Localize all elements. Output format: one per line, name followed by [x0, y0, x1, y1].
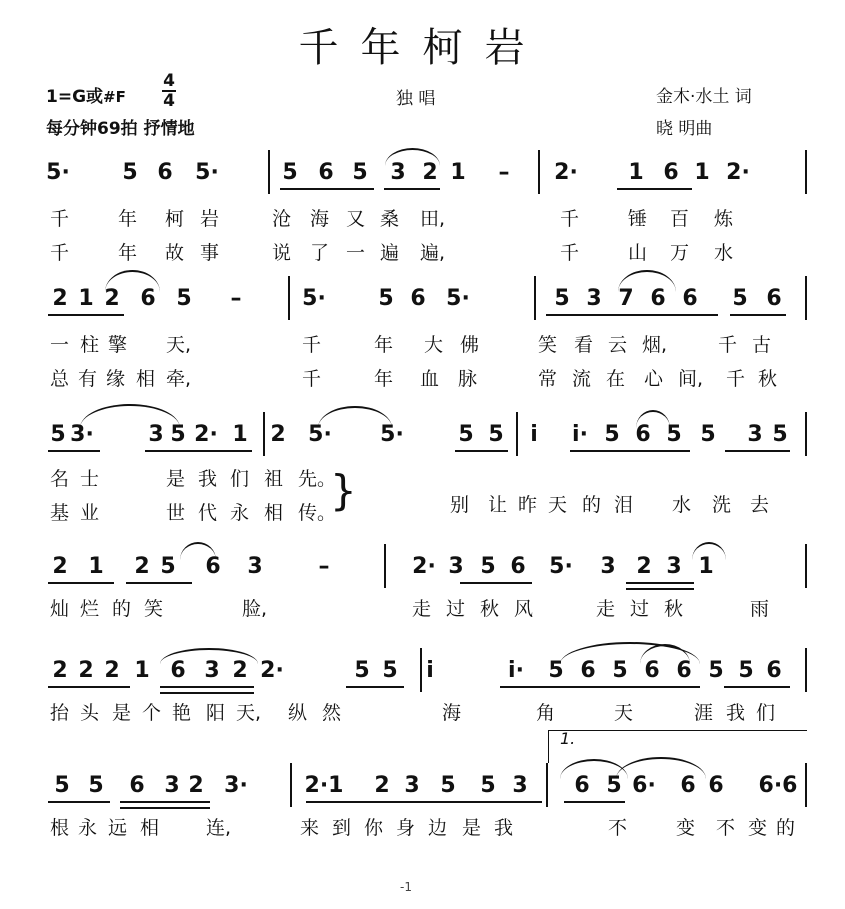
- beam-underline: [646, 188, 692, 190]
- jianpu-note: 2·: [726, 160, 750, 185]
- lyric-verse1: 我: [726, 702, 746, 724]
- slur: [692, 542, 726, 560]
- barline: [805, 276, 807, 320]
- jianpu-note: 3·: [70, 422, 94, 447]
- jianpu-note: 3: [747, 422, 763, 447]
- lyric-verse2: 了: [310, 242, 330, 264]
- lyric-verse1: 桑: [380, 208, 400, 230]
- lyric-verse1: 永: [78, 817, 98, 839]
- lyric-verse1: 烟,: [642, 334, 668, 356]
- jianpu-note: 5·: [549, 554, 573, 579]
- jianpu-note: 5: [378, 286, 394, 311]
- lyric-refrain: 洗: [712, 494, 732, 516]
- jianpu-note: 2·: [194, 422, 218, 447]
- jianpu-note: 6: [635, 422, 651, 447]
- lyric-verse2: 传。: [298, 502, 337, 524]
- barline: [290, 763, 292, 807]
- jianpu-note: i: [530, 422, 538, 447]
- jianpu-note: 5: [700, 422, 716, 447]
- jianpu-note: 6: [510, 554, 526, 579]
- lyric-verse1: 风: [514, 598, 534, 620]
- lyric-verse1: 脸,: [242, 598, 268, 620]
- lyric-verse1: 百: [670, 208, 690, 230]
- lyric-verse1: 来: [300, 817, 320, 839]
- slur: [636, 410, 670, 428]
- key-signature: [46, 82, 126, 107]
- jianpu-note: 3: [600, 554, 616, 579]
- lyric-verse1: 不: [608, 817, 628, 839]
- slur: [180, 542, 216, 560]
- jianpu-note: 6: [318, 160, 334, 185]
- jianpu-note: 5: [604, 422, 620, 447]
- lyric-verse1: 锤: [628, 208, 648, 230]
- jianpu-note: 2·: [554, 160, 578, 185]
- jianpu-note: 3: [586, 286, 602, 311]
- jianpu-note: 2: [52, 554, 68, 579]
- lyric-verse2: 事: [200, 242, 220, 264]
- lyric-verse1: 笑: [538, 334, 558, 356]
- lyric-verse1: 笑: [144, 598, 164, 620]
- jianpu-note: 3: [390, 160, 406, 185]
- beam-underline: [280, 188, 374, 190]
- jianpu-note: 3: [512, 773, 528, 798]
- jianpu-note: 2: [52, 286, 68, 311]
- jianpu-note: 3: [164, 773, 180, 798]
- jianpu-note: 6: [708, 773, 724, 798]
- jianpu-note: 5: [666, 422, 682, 447]
- lyric-verse1: 远: [108, 817, 128, 839]
- lyric-verse1: 年: [118, 208, 138, 230]
- lyric-verse1: 大: [424, 334, 444, 356]
- jianpu-note: 1: [694, 160, 710, 185]
- jianpu-note: 5: [382, 658, 398, 683]
- jianpu-note: 1: [78, 286, 94, 311]
- page-title: 千年柯岩: [298, 25, 547, 71]
- lyric-verse1: 变: [676, 817, 696, 839]
- lyric-refrain: 昨: [518, 494, 538, 516]
- lyric-verse2: 代: [198, 502, 218, 524]
- jianpu-note: 6: [650, 286, 666, 311]
- lyric-verse1: 连,: [206, 817, 232, 839]
- barline: [805, 763, 807, 807]
- page-number: -1: [400, 880, 412, 894]
- jianpu-note: 6: [644, 658, 660, 683]
- beam-underline: [48, 686, 130, 688]
- lyric-verse1: 个: [142, 702, 162, 724]
- jianpu-note: 6: [682, 286, 698, 311]
- lyric-verse1: 过: [630, 598, 650, 620]
- lyric-verse1: 千: [560, 208, 580, 230]
- jianpu-note: 3: [247, 554, 263, 579]
- jianpu-note: i·: [572, 422, 588, 447]
- jianpu-note: 2: [232, 658, 248, 683]
- lyric-refrain: 天: [548, 494, 568, 516]
- lyric-verse1: 的: [776, 817, 796, 839]
- slur: [105, 270, 160, 292]
- jianpu-note: 5·: [446, 286, 470, 311]
- jianpu-note: 2: [134, 554, 150, 579]
- jianpu-note: 6: [205, 554, 221, 579]
- lyric-verse1: 身: [396, 817, 416, 839]
- lyric-verse1: 雨: [750, 598, 770, 620]
- lyric-verse2: 在: [606, 368, 626, 390]
- lyric-verse1: 是: [166, 468, 186, 490]
- beam-underline: [120, 801, 210, 803]
- jianpu-note: 3: [148, 422, 164, 447]
- beam-underline: [564, 801, 625, 803]
- lyric-verse2: 永: [230, 502, 250, 524]
- lyric-verse1: 年: [374, 334, 394, 356]
- lyric-refrain: 让: [488, 494, 508, 516]
- lyric-verse2: 万: [670, 242, 690, 264]
- lyric-verse2: 千: [560, 242, 580, 264]
- jianpu-note: 5: [54, 773, 70, 798]
- lyric-verse1: 先。: [298, 468, 337, 490]
- lyric-verse2: 世: [166, 502, 186, 524]
- beam-underline: [500, 686, 580, 688]
- barline: [534, 276, 536, 320]
- lyric-verse1: 一: [50, 334, 70, 356]
- lyric-verse1: 祖: [264, 468, 284, 490]
- lyric-verse1: 相: [140, 817, 160, 839]
- jianpu-note: 3: [204, 658, 220, 683]
- lyric-verse1: 边: [428, 817, 448, 839]
- jianpu-note: 1: [88, 554, 104, 579]
- jianpu-note: 5·: [308, 422, 332, 447]
- barline: [805, 648, 807, 692]
- jianpu-note: 5·: [302, 286, 326, 311]
- lyric-refrain: 去: [750, 494, 770, 516]
- jianpu-note: 6: [574, 773, 590, 798]
- jianpu-note: –: [230, 286, 242, 311]
- lyric-refrain: 的: [582, 494, 602, 516]
- key-label: 1=G或: [46, 87, 104, 107]
- lyric-verse1: 变: [748, 817, 768, 839]
- lyric-verse1: 云: [608, 334, 628, 356]
- lyric-verse1: 擎: [108, 334, 128, 356]
- beam-underline: [730, 314, 786, 316]
- lyric-verse2: 心: [644, 368, 664, 390]
- lyric-verse1: 秋: [664, 598, 684, 620]
- lyric-verse2: 千: [302, 368, 322, 390]
- lyric-verse2: 说: [272, 242, 292, 264]
- jianpu-note: 6: [676, 658, 692, 683]
- beam-underline: [384, 188, 440, 190]
- jianpu-note: 3·: [224, 773, 248, 798]
- jianpu-note: i·: [508, 658, 524, 683]
- beam-underline: [725, 450, 790, 452]
- lyric-verse2: 有: [78, 368, 98, 390]
- jianpu-note: 3: [404, 773, 420, 798]
- jianpu-note: 6: [680, 773, 696, 798]
- beam-underline: [120, 807, 210, 809]
- barline: [263, 412, 265, 456]
- jianpu-note: 2: [52, 658, 68, 683]
- lyric-verse1: 佛: [460, 334, 480, 356]
- lyric-verse2: 故: [165, 242, 185, 264]
- jianpu-note: 6·6: [758, 773, 798, 798]
- lyric-refrain: 泪: [614, 494, 634, 516]
- lyric-verse1: 又: [346, 208, 366, 230]
- jianpu-note: 5: [738, 658, 754, 683]
- jianpu-note: 2: [422, 160, 438, 185]
- lyric-verse1: 秋: [480, 598, 500, 620]
- lyric-verse1: 角: [536, 702, 556, 724]
- jianpu-note: 5: [122, 160, 138, 185]
- lyric-verse2: 山: [628, 242, 648, 264]
- jianpu-note: 5: [352, 160, 368, 185]
- jianpu-note: 5: [480, 554, 496, 579]
- lyric-verse2: 年: [374, 368, 394, 390]
- lyric-verse2: 相: [136, 368, 156, 390]
- jianpu-note: 3: [666, 554, 682, 579]
- jianpu-note: –: [318, 554, 330, 579]
- barline: [516, 412, 518, 456]
- jianpu-note: 2: [104, 658, 120, 683]
- lyric-verse2: 总: [50, 368, 70, 390]
- lyric-verse1: 走: [596, 598, 616, 620]
- time-bottom: 4: [163, 91, 175, 111]
- beam-underline: [626, 588, 694, 590]
- lyric-verse1: 头: [80, 702, 100, 724]
- jianpu-note: 7: [618, 286, 634, 311]
- barline: [805, 150, 807, 194]
- lyric-verse2: 业: [80, 502, 100, 524]
- jianpu-note: 5: [606, 773, 622, 798]
- lyric-verse2: 流: [572, 368, 592, 390]
- jianpu-note: 5: [708, 658, 724, 683]
- lyric-verse1: 纵: [288, 702, 308, 724]
- beam-underline: [626, 582, 694, 584]
- lyric-verse2: 间,: [678, 368, 704, 390]
- lyric-verse1: 千: [302, 334, 322, 356]
- jianpu-note: 1: [698, 554, 714, 579]
- beam-underline: [306, 801, 542, 803]
- jianpu-note: 5: [480, 773, 496, 798]
- beam-underline: [346, 686, 404, 688]
- lyric-verse1: 是: [112, 702, 132, 724]
- lyric-refrain: 水: [672, 494, 692, 516]
- jianpu-note: 2·: [412, 554, 436, 579]
- jianpu-note: 5: [88, 773, 104, 798]
- lyric-verse1: 是: [462, 817, 482, 839]
- slur: [160, 648, 258, 664]
- jianpu-note: 1: [628, 160, 644, 185]
- lyric-verse1: 沧: [272, 208, 292, 230]
- lyric-verse1: 过: [446, 598, 466, 620]
- lyric-verse1: 天,: [236, 702, 262, 724]
- lyric-verse1: 海: [442, 702, 462, 724]
- lyricist: 金木·水土 词: [656, 87, 752, 107]
- jianpu-note: 6·: [632, 773, 656, 798]
- lyric-verse2: 牵,: [166, 368, 192, 390]
- beam-underline: [48, 801, 110, 803]
- jianpu-note: 2: [636, 554, 652, 579]
- lyric-verse1: 柯: [165, 208, 185, 230]
- slur: [385, 148, 440, 166]
- lyric-verse2: 千: [726, 368, 746, 390]
- lyric-verse1: 走: [412, 598, 432, 620]
- beam-underline: [460, 582, 532, 584]
- beam-underline: [596, 450, 690, 452]
- jianpu-note: 5: [354, 658, 370, 683]
- lyric-verse1: 天,: [166, 334, 192, 356]
- lyric-verse1: 柱: [80, 334, 100, 356]
- performance-type: 独 唱: [396, 89, 436, 109]
- jianpu-note: 2: [374, 773, 390, 798]
- jianpu-note: 6: [663, 160, 679, 185]
- lyric-verse1: 天: [614, 702, 634, 724]
- lyric-verse1: 根: [50, 817, 70, 839]
- beam-underline: [580, 686, 700, 688]
- barline: [805, 544, 807, 588]
- jianpu-note: 5·: [195, 160, 219, 185]
- jianpu-note: 5: [554, 286, 570, 311]
- jianpu-note: 2·: [260, 658, 284, 683]
- lyric-verse2: 遍: [380, 242, 400, 264]
- lyric-verse1: 岩: [200, 208, 220, 230]
- time-top: 4: [163, 71, 175, 91]
- barline: [268, 150, 270, 194]
- beam-underline: [145, 450, 192, 452]
- jianpu-note: 5·: [380, 422, 404, 447]
- jianpu-note: i: [426, 658, 434, 683]
- lyric-verse1: 千: [50, 208, 70, 230]
- beam-underline: [546, 314, 718, 316]
- lyric-verse1: 灿: [50, 598, 70, 620]
- jianpu-note: 1: [450, 160, 466, 185]
- volta-label: 1.: [560, 729, 576, 748]
- lyric-verse1: 你: [364, 817, 384, 839]
- lyric-verse1: 我: [198, 468, 218, 490]
- brace-icon: }: [330, 466, 357, 515]
- jianpu-note: 5: [50, 422, 66, 447]
- jianpu-note: 5: [488, 422, 504, 447]
- beam-underline: [48, 314, 124, 316]
- lyric-verse1: 不: [716, 817, 736, 839]
- lyric-verse1: 士: [80, 468, 100, 490]
- lyric-verse1: 的: [112, 598, 132, 620]
- jianpu-note: –: [498, 160, 510, 185]
- time-signature: [162, 72, 176, 110]
- lyric-verse2: 常: [538, 368, 558, 390]
- beam-underline: [192, 450, 252, 452]
- jianpu-note: 6: [766, 286, 782, 311]
- beam-underline: [724, 686, 790, 688]
- beam-underline: [160, 686, 254, 688]
- lyric-verse1: 千: [718, 334, 738, 356]
- lyric-verse1: 到: [332, 817, 352, 839]
- lyric-verse1: 艳: [172, 702, 192, 724]
- slur: [618, 270, 676, 292]
- barline: [538, 150, 540, 194]
- jianpu-note: 2·1: [304, 773, 344, 798]
- jianpu-note: 6: [766, 658, 782, 683]
- lyric-verse2: 相: [264, 502, 284, 524]
- lyric-verse1: 看: [574, 334, 594, 356]
- jianpu-note: 1: [134, 658, 150, 683]
- lyric-verse1: 我: [494, 817, 514, 839]
- jianpu-note: 5: [772, 422, 788, 447]
- lyric-verse1: 然: [322, 702, 342, 724]
- beam-underline: [48, 582, 114, 584]
- jianpu-note: 5: [548, 658, 564, 683]
- jianpu-note: 2: [78, 658, 94, 683]
- lyric-verse1: 海: [310, 208, 330, 230]
- lyric-verse1: 古: [752, 334, 772, 356]
- lyric-verse2: 血: [420, 368, 440, 390]
- lyric-verse1: 涯: [694, 702, 714, 724]
- lyric-verse2: 水: [714, 242, 734, 264]
- lyric-verse2: 脉: [458, 368, 478, 390]
- jianpu-note: 5: [176, 286, 192, 311]
- lyric-verse1: 烂: [80, 598, 100, 620]
- barline: [384, 544, 386, 588]
- lyric-verse2: 一: [346, 242, 366, 264]
- beam-underline: [455, 450, 508, 452]
- lyric-verse1: 阳: [206, 702, 226, 724]
- beam-underline: [126, 582, 192, 584]
- jianpu-note: 5: [160, 554, 176, 579]
- lyric-verse2: 千: [50, 242, 70, 264]
- lyric-verse1: 田,: [420, 208, 446, 230]
- barline: [288, 276, 290, 320]
- jianpu-note: 6: [410, 286, 426, 311]
- jianpu-note: 6: [580, 658, 596, 683]
- jianpu-note: 3: [448, 554, 464, 579]
- barline: [805, 412, 807, 456]
- tempo-marking: 每分钟69拍 抒情地: [46, 119, 195, 139]
- jianpu-note: 1: [232, 422, 248, 447]
- jianpu-note: 2: [270, 422, 286, 447]
- lyric-verse1: 炼: [714, 208, 734, 230]
- jianpu-note: 6: [129, 773, 145, 798]
- lyric-verse2: 基: [50, 502, 70, 524]
- beam-underline: [160, 692, 254, 694]
- lyric-verse2: 缘: [106, 368, 126, 390]
- lyric-refrain: 别: [450, 494, 470, 516]
- jianpu-note: 5: [440, 773, 456, 798]
- lyric-verse1: 们: [756, 702, 776, 724]
- lyric-verse1: 抬: [50, 702, 70, 724]
- key-sharp: #F: [103, 88, 126, 106]
- jianpu-note: 5: [282, 160, 298, 185]
- jianpu-note: 5: [458, 422, 474, 447]
- volta-bracket: [548, 730, 807, 763]
- lyric-verse2: 遍,: [420, 242, 446, 264]
- jianpu-note: 6: [157, 160, 173, 185]
- slur: [318, 406, 392, 428]
- jianpu-note: 5·: [46, 160, 70, 185]
- barline: [420, 648, 422, 692]
- slur: [80, 404, 180, 428]
- lyric-verse1: 们: [230, 468, 250, 490]
- jianpu-note: 5: [732, 286, 748, 311]
- beam-underline: [48, 450, 100, 452]
- jianpu-note: 2: [104, 286, 120, 311]
- jianpu-note: 2: [188, 773, 204, 798]
- jianpu-note: 6: [170, 658, 186, 683]
- jianpu-note: 5: [170, 422, 186, 447]
- lyric-verse2: 年: [118, 242, 138, 264]
- composer: 晓 明曲: [656, 119, 713, 139]
- barline: [546, 763, 548, 807]
- lyric-verse2: 秋: [758, 368, 778, 390]
- lyric-verse1: 名: [50, 468, 70, 490]
- jianpu-note: 5: [612, 658, 628, 683]
- jianpu-note: 6: [140, 286, 156, 311]
